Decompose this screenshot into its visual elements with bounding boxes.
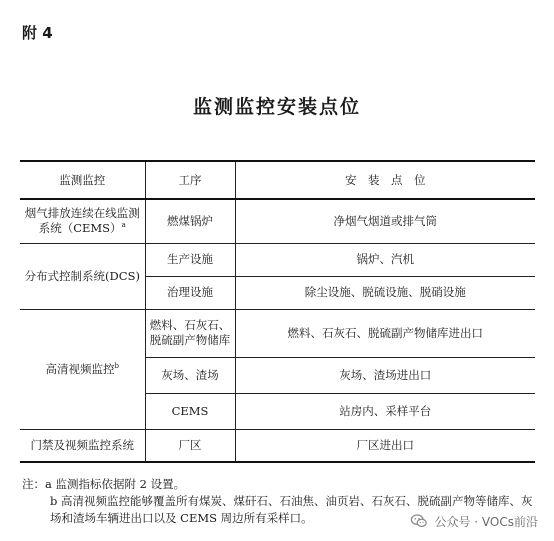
cell-process: 治理设施 (145, 276, 235, 309)
note-b: b 高清视频监控能够覆盖所有煤炭、煤矸石、石油焦、油页岩、石灰石、脱硫副产物等储库、灰场和渣场车辆进出口以及 CEMS 周边所有采样口。 (50, 494, 533, 525)
monitoring-table (20, 160, 535, 463)
cell-location: 净烟气烟道或排气筒 (235, 199, 535, 243)
cell-process: 燃煤锅炉 (145, 199, 235, 243)
table-row (20, 309, 535, 357)
cell-location: 锅炉、汽机 (235, 243, 535, 276)
note-a: 注：a 监测指标依据附 2 设置。 (22, 477, 186, 491)
cell-monitoring: 分布式控制系统(DCS) (20, 243, 145, 309)
cell-process: CEMS (145, 393, 235, 429)
cell-process: 灰场、渣场 (145, 357, 235, 393)
table-row (20, 199, 535, 243)
cell-location: 燃料、石灰石、脱硫副产物储库进出口 (235, 309, 535, 357)
header-location: 安 装 点 位 (235, 161, 535, 199)
header-process: 工序 (145, 161, 235, 199)
cell-location: 站房内、采样平台 (235, 393, 535, 429)
wechat-icon (410, 512, 428, 530)
cell-location: 灰场、渣场进出口 (235, 357, 535, 393)
cell-process: 厂区 (145, 429, 235, 462)
header-monitoring: 监测监控 (20, 161, 145, 199)
cell-location: 除尘设施、脱硫设施、脱硝设施 (235, 276, 535, 309)
watermark (410, 512, 538, 530)
cell-monitoring: 烟气排放连续在线监测系统（CEMS）$^a$ (20, 199, 145, 243)
cell-location: 厂区进出口 (235, 429, 535, 462)
cell-monitoring: 高清视频监控$^b$ (20, 309, 145, 429)
cell-monitoring: 门禁及视频监控系统 (20, 429, 145, 462)
table-row (20, 243, 535, 276)
watermark-text: 公众号 · VOCs前沿 (434, 514, 538, 529)
cell-process: 生产设施 (145, 243, 235, 276)
table-header-row (20, 161, 535, 199)
appendix-label: 附 4 (22, 24, 53, 42)
page-title: 监测监控安装点位 (192, 96, 361, 118)
table-row (20, 429, 535, 462)
cell-process: 燃料、石灰石、脱硫副产物储库 (145, 309, 235, 357)
